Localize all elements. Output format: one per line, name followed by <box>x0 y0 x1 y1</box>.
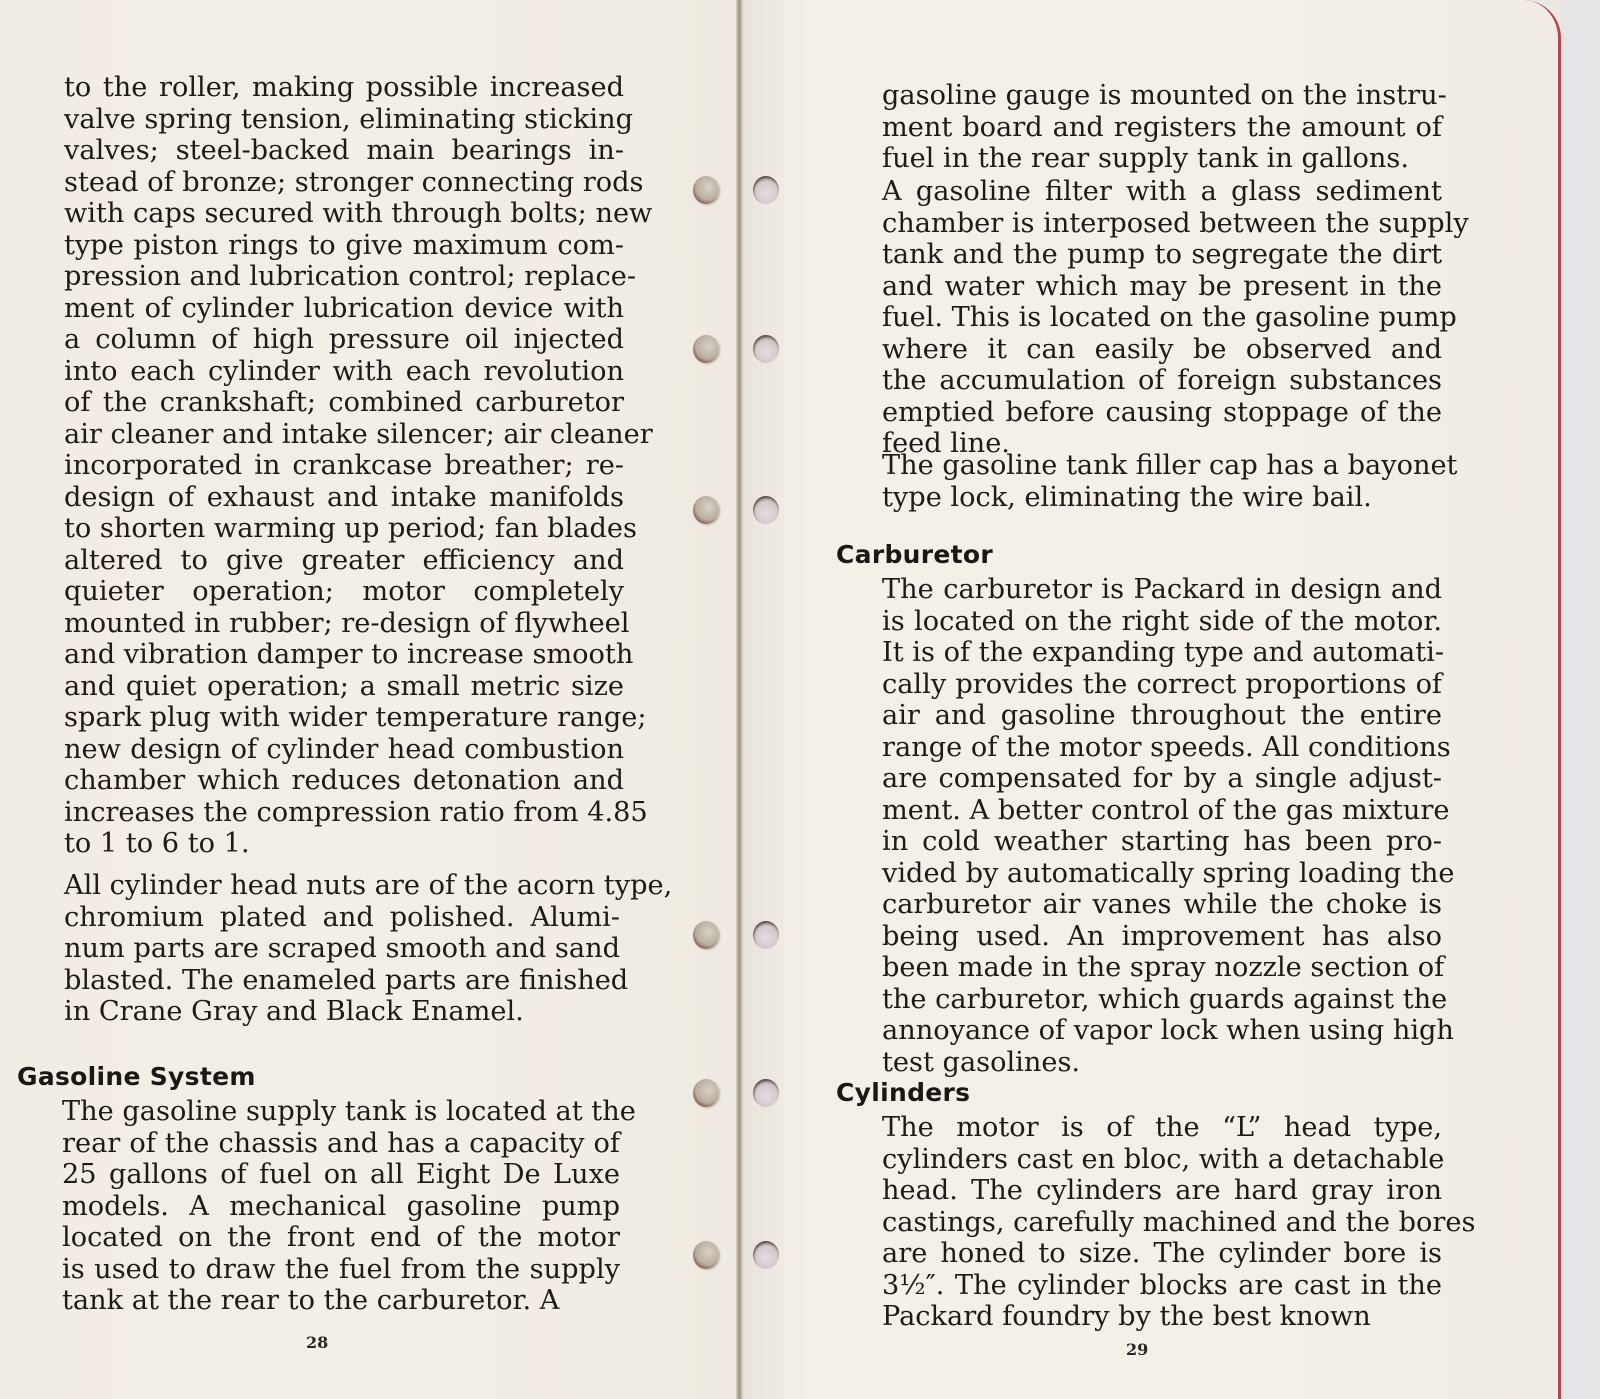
text-line: are compensated for by a single adjust- <box>882 763 1442 794</box>
text-line: increases the compression ratio from 4.85 <box>64 796 648 828</box>
punch-hole-icon <box>753 496 779 524</box>
text-line: All cylinder head nuts are of the acorn type, <box>64 870 673 901</box>
text-line: is located on the right side of the motor. <box>882 605 1442 637</box>
text-line: air and gasoline throughout the entire <box>882 700 1442 731</box>
text-line: valve spring tension, eliminating sticking <box>64 103 634 135</box>
gasoline-system-paragraph <box>62 1096 636 1317</box>
text-line: been made in the spray nozzle section of <box>882 952 1445 983</box>
text-line: fuel. This is located on the gasoline pump <box>882 302 1457 333</box>
text-line: valves; steel-backed main bearings in- <box>64 135 624 166</box>
text-line: ment. A better control of the gas mixture <box>882 794 1450 826</box>
text-line: of the crankshaft; combined carburetor <box>64 387 624 418</box>
text-line: the carburetor, which guards against the <box>882 983 1448 1015</box>
text-line: where it can easily be observed and <box>882 333 1442 365</box>
text-line: models. A mechanical gasoline pump <box>62 1190 620 1222</box>
page-number-left: 28 <box>306 1333 329 1352</box>
punch-hole-icon <box>693 176 719 204</box>
text-line: to 1 to 6 to 1. <box>64 828 250 859</box>
text-line: The carburetor is Packard in design and <box>882 574 1442 605</box>
text-line: castings, carefully machined and the bores <box>882 1206 1476 1238</box>
punch-hole-icon <box>753 176 779 204</box>
text-line: altered to give greater efficiency and <box>64 544 624 576</box>
text-line: and vibration damper to increase smooth <box>64 639 634 670</box>
text-line: tank at the rear to the carburetor. A <box>62 1285 560 1316</box>
text-line: chromium plated and polished. Alumi- <box>64 901 620 933</box>
text-line: cally provides the correct proportions of <box>882 668 1442 700</box>
text-line: 3½″. The cylinder blocks are cast in the <box>882 1269 1442 1301</box>
punch-hole-icon <box>693 921 719 949</box>
text-line: stead of bronze; stronger connecting rods <box>64 166 644 198</box>
punch-hole-icon <box>753 335 779 363</box>
binding-gutter <box>736 0 744 1399</box>
text-line: carburetor air vanes while the choke is <box>882 889 1442 920</box>
filler-cap-paragraph <box>882 450 1458 513</box>
text-line: in Crane Gray and Black Enamel. <box>64 996 524 1027</box>
text-line: The gasoline supply tank is located at the <box>62 1096 636 1127</box>
punch-hole-icon <box>693 496 719 524</box>
text-line: a column of high pressure oil injected <box>64 324 624 355</box>
text-line: in cold weather starting has been pro- <box>882 826 1442 857</box>
text-line: and water which may be present in the <box>882 270 1442 302</box>
text-line: test gasolines. <box>882 1046 1081 1078</box>
text-line: vided by automatically spring loading the <box>882 857 1455 889</box>
text-line: cylinders cast en bloc, with a detachable <box>882 1143 1445 1175</box>
text-line: type lock, eliminating the wire bail. <box>882 481 1372 513</box>
text-line: num parts are scraped smooth and sand <box>64 933 620 964</box>
text-line: range of the motor speeds. All conditions <box>882 731 1451 763</box>
text-line: pression and lubrication control; replace- <box>64 261 637 292</box>
text-line: into each cylinder with each revolution <box>64 355 624 387</box>
text-line: The motor is of the “L” head type, <box>882 1112 1442 1143</box>
punch-hole-icon <box>693 1079 719 1107</box>
punch-hole-icon <box>693 1241 719 1269</box>
text-line: the accumulation of foreign substances <box>882 365 1442 396</box>
text-line: type piston rings to give maximum com- <box>64 229 624 261</box>
text-line: to the roller, making possible increased <box>64 72 624 103</box>
section-heading-carburetor: Carburetor <box>836 540 993 569</box>
punch-hole-icon <box>693 335 719 363</box>
text-line: ment board and registers the amount of <box>882 111 1442 143</box>
text-line: annoyance of vapor lock when using high <box>882 1015 1454 1046</box>
left-continuation-paragraph <box>64 72 653 860</box>
punch-hole-icon <box>753 1241 779 1269</box>
text-line: air cleaner and intake silencer; air cleaner <box>64 418 653 450</box>
text-line: blasted. The enameled parts are finished <box>64 964 629 996</box>
text-line: gasoline gauge is mounted on the instru- <box>882 80 1447 111</box>
background-surface <box>1561 0 1600 1399</box>
text-line: It is of the expanding type and automati- <box>882 637 1445 668</box>
page-number-right: 29 <box>1126 1340 1149 1359</box>
text-line: mounted in rubber; re-design of flywheel <box>64 607 630 639</box>
text-line: spark plug with wider temperature range; <box>64 702 647 733</box>
text-line: emptied before causing stoppage of the <box>882 396 1442 428</box>
text-line: The gasoline tank filler cap has a bayonet <box>882 450 1458 481</box>
text-line: is used to draw the fuel from the supply <box>62 1253 620 1285</box>
text-line: located on the front end of the motor <box>62 1222 620 1253</box>
text-line: tank and the pump to segregate the dirt <box>882 239 1442 270</box>
text-line: feed line. <box>882 428 1010 459</box>
cylinders-paragraph <box>882 1112 1476 1333</box>
text-line: incorporated in crankcase breather; re- <box>64 450 624 481</box>
gasoline-filter-paragraph <box>882 176 1469 460</box>
section-heading-gasoline-system: Gasoline System <box>17 1062 256 1091</box>
gasoline-gauge-paragraph <box>882 80 1447 175</box>
text-line: being used. An improvement has also <box>882 920 1442 952</box>
text-line: ment of cylinder lubrication device with <box>64 292 624 324</box>
text-line: are honed to size. The cylinder bore is <box>882 1238 1442 1269</box>
text-line: Packard foundry by the best known <box>882 1301 1371 1332</box>
text-line: head. The cylinders are hard gray iron <box>882 1175 1442 1206</box>
text-line: design of exhaust and intake manifolds <box>64 481 624 513</box>
text-line: quieter operation; motor completely <box>64 576 624 607</box>
carburetor-paragraph <box>882 574 1455 1078</box>
text-line: to shorten warming up period; fan blades <box>64 513 637 544</box>
text-line: 25 gallons of fuel on all Eight De Luxe <box>62 1159 620 1190</box>
text-line: and quiet operation; a small metric size <box>64 670 624 702</box>
punch-hole-icon <box>753 921 779 949</box>
text-line: with caps secured with through bolts; new <box>64 198 653 229</box>
section-heading-cylinders: Cylinders <box>836 1078 971 1107</box>
text-line: fuel in the rear supply tank in gallons. <box>882 143 1409 174</box>
punch-hole-icon <box>753 1079 779 1107</box>
text-line: chamber which reduces detonation and <box>64 765 624 796</box>
text-line: chamber is interposed between the supply <box>882 207 1469 239</box>
text-line: A gasoline filter with a glass sediment <box>882 176 1442 207</box>
left-finish-paragraph <box>64 870 673 1028</box>
text-line: rear of the chassis and has a capacity of <box>62 1127 620 1159</box>
text-line: new design of cylinder head combustion <box>64 733 624 765</box>
